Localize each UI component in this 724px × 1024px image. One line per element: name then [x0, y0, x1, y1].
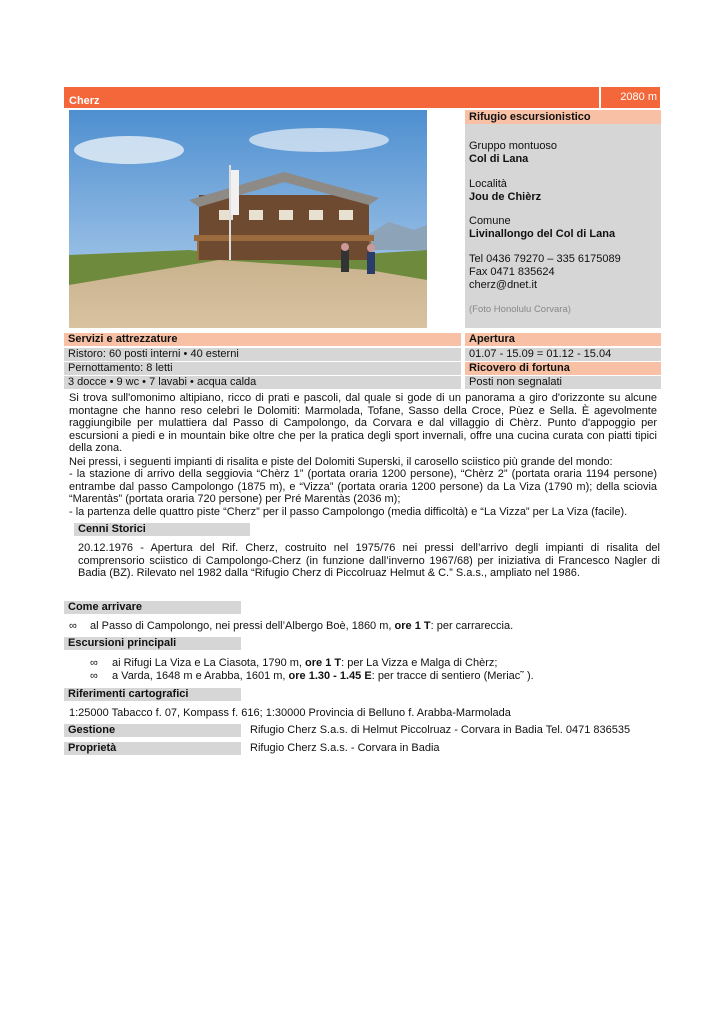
storia-title: Cenni Storici — [78, 523, 146, 535]
come-arrivare-text: al Passo di Campolongo, nei pressi dell’Albergo Boè, 1860 m, — [90, 620, 395, 632]
email[interactable]: cherz@dnet.it — [469, 279, 538, 291]
escursioni-bullet-1: ∞ — [90, 657, 98, 669]
escursioni-item-2-note: : per tracce di sentiero (Meriac˜ ). — [371, 670, 534, 682]
come-arrivare-note: : per carrareccia. — [430, 620, 514, 632]
apertura-header — [465, 333, 661, 346]
apertura-title: Apertura — [469, 333, 515, 345]
come-arrivare-time: ore 1 T — [394, 620, 431, 632]
come-arrivare-title: Come arrivare — [68, 601, 142, 613]
escursioni-item-2-text: a Varda, 1648 m e Arabba, 1601 m, — [112, 670, 289, 682]
ricovero-header — [465, 362, 661, 375]
storia-text: 20.12.1976 - Apertura del Rif. Cherz, costruito nel 1975/76 nei pressi dell’arrivo degli impianti di risalita del comprensorio sciistico di Campolongo-Cherz (in funzione dall’inverno 1967/68) per iniziativa di Francesco Nagler di Badia (BZ). Rilevato nel 1982 dalla “Rifugio Cherz di Piccolruaz Helmut & C.” S.a.s., ampliato nel 1986. — [78, 542, 660, 580]
gruppo-value: Col di Lana — [469, 153, 529, 165]
escursioni-item-1 — [112, 657, 497, 669]
description-p3: - la stazione di arrivo della seggiovia “Chèrz 1” (portata oraria 1200 persone), “Chèrz 2” (portata oraria 1194 persone) entrambe dal passo Campolongo (1875 m), e “Vizza” (portata oraria 1200 persone) da La Viza (1790 m); della sciovia “Marentàs” (portata oraria 720 persone) per Pré Marentàs (2036 m); — [69, 468, 657, 506]
comune-value: Livinallongo del Col di Lana — [469, 228, 616, 240]
phone: Tel 0436 79270 – 335 6175089 — [469, 253, 621, 265]
servizi-title: Servizi e attrezzature — [68, 333, 178, 345]
escursioni-item-1-note: : per La Vizza e Malga di Chèrz; — [341, 657, 498, 669]
apertura-periodo: 01.07 - 15.09 = 01.12 - 15.04 — [469, 348, 612, 360]
gruppo-label: Gruppo montuoso — [469, 140, 558, 152]
hut-type: Rifugio escursionistico — [469, 111, 591, 123]
escursioni-item-1-time: ore 1 T — [305, 657, 342, 669]
hut-name: Cherz — [69, 95, 100, 107]
proprieta-title: Proprietà — [68, 742, 117, 754]
servizi-row-2 — [64, 362, 461, 375]
come-arrivare-item — [90, 620, 513, 632]
cartografia-title: Riferimenti cartografici — [68, 688, 189, 700]
proprieta-text: Rifugio Cherz S.a.s. - Corvara in Badia — [250, 742, 440, 754]
hut-photo — [69, 110, 427, 328]
apertura-row — [465, 348, 661, 361]
escursioni-bullet-2: ∞ — [90, 670, 98, 682]
description-p2: Nei pressi, i seguenti impianti di risalita e piste del Dolomiti Superski, il carosello sciistico più grande del mondo: — [69, 456, 613, 468]
description-p1: Si trova sull'omonimo altipiano, ricco di prati e pascoli, dal quale si gode di un panorama a giro d'orizzonte su alcune montagne che hanno reso celebri le Dolomiti: Marmolada, Tofane, Sasso della Croce, Pùez e Sella. È agevolmente raggiungibile per mulattiera dal Passo di Campolongo, da Corvara e dal villaggio di Chèrz. Punto d'appoggio per escursioni a piedi e in mountain bike oltre che per la pratica degli sport invernali, offre una cucina curata con piatti tipici della zona. — [69, 392, 657, 455]
gestione-title: Gestione — [68, 724, 116, 736]
come-arrivare-bullet: ∞ — [69, 620, 77, 632]
ristoro: Ristoro: 60 posti interni • 40 esterni — [68, 348, 239, 360]
escursioni-title: Escursioni principali — [68, 637, 177, 649]
servizi-row-3 — [64, 376, 461, 389]
escursioni-label — [64, 637, 241, 650]
storia-label — [74, 523, 250, 536]
header-bar — [64, 87, 599, 108]
bagni: 3 docce • 9 wc • 7 lavabi • acqua calda — [68, 376, 257, 388]
localita-label: Località — [469, 178, 507, 190]
cartografia-label — [64, 688, 241, 701]
comune-label: Comune — [469, 215, 511, 227]
gestione-label — [64, 724, 241, 737]
come-arrivare-label — [64, 601, 241, 614]
photo-credit: (Foto Honolulu Corvara) — [469, 304, 571, 315]
hut-type-label — [465, 110, 661, 124]
ricovero-row — [465, 376, 661, 389]
ricovero-title: Ricovero di fortuna — [469, 362, 570, 374]
escursioni-item-2 — [112, 670, 534, 682]
altitude: 2080 m — [620, 91, 657, 103]
gestione-text: Rifugio Cherz S.a.s. di Helmut Piccolruaz - Corvara in Badia Tel. 0471 836535 — [250, 724, 631, 736]
pernottamento: Pernottamento: 8 letti — [68, 362, 173, 374]
description-p4: - la partenza delle quattro piste “Cherz” per il passo Campolongo (media difficoltà) e “La Vizza” per La Viza (facile). — [69, 506, 628, 518]
localita-value: Jou de Chièrz — [469, 191, 542, 203]
fax: Fax 0471 835624 — [469, 266, 555, 278]
ricovero-value: Posti non segnalati — [469, 376, 562, 388]
servizi-row-1 — [64, 348, 461, 361]
servizi-header — [64, 333, 461, 346]
escursioni-item-2-time: ore 1.30 - 1.45 E — [288, 670, 372, 682]
proprieta-label — [64, 742, 241, 755]
escursioni-item-1-text: ai Rifugi La Viza e La Ciasota, 1790 m, — [112, 657, 306, 669]
cartografia-text: 1:25000 Tabacco f. 07, Kompass f. 616; 1:30000 Provincia di Belluno f. Arabba-Marmolada — [69, 707, 511, 719]
